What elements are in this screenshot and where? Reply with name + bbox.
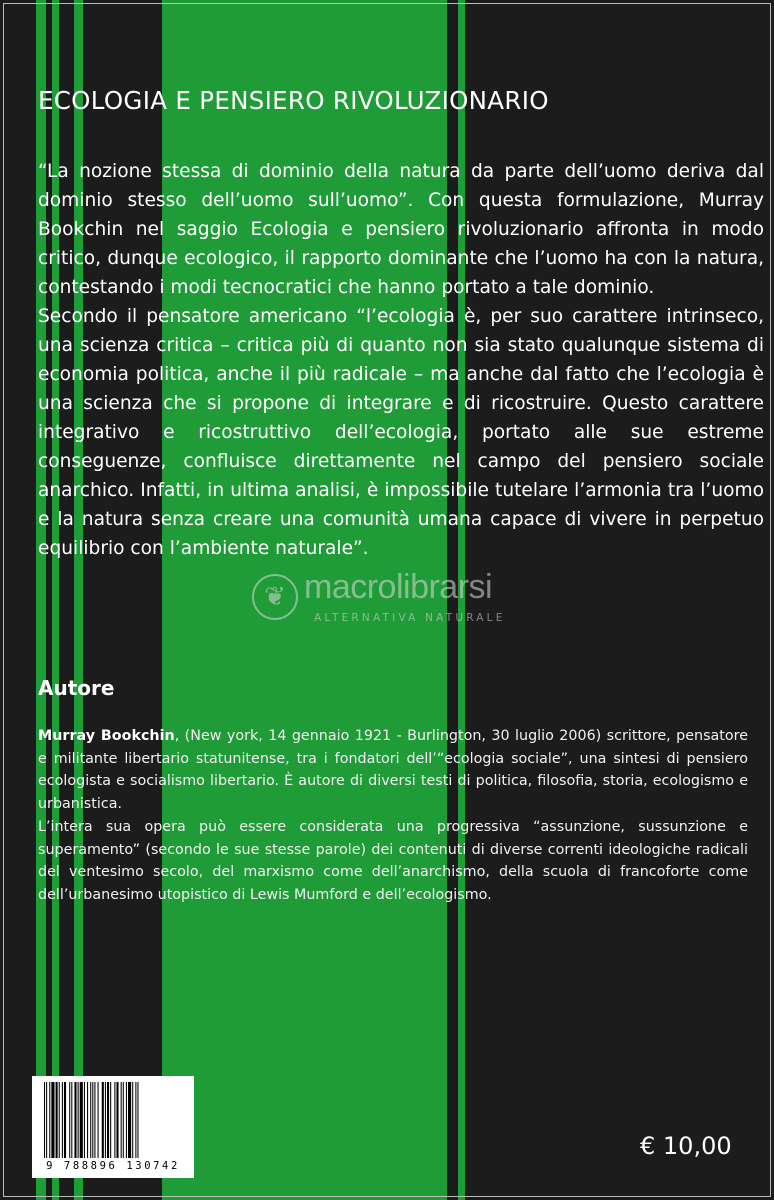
barcode-bar (69, 1082, 70, 1158)
barcode-bar (102, 1082, 104, 1158)
barcode-bar (121, 1082, 122, 1158)
barcode-bar (51, 1082, 54, 1158)
barcode-bar (135, 1082, 136, 1158)
barcode-bar (80, 1082, 83, 1158)
blurb-paragraph: “La nozione stessa di dominio della natura da parte dell’uomo deriva dal dominio stesso dell’uomo sull’uomo”. Con questa formulazione, Murray Bookchin nel saggio Ecologia e pensiero rivoluzionario affronta in modo critico, dunque ecologico, il rapporto dominante che l’uomo ha con la natura, contestando i modi tecnocratici che hanno portato a tale dominio. (38, 161, 764, 298)
blurb-paragraph: Secondo il pensatore americano “l’ecologia è, per suo carattere intrinseco, una scienza critica – critica più di quanto non sia stato qualunque sistema di economia politica, anche il più radicale – ma anche dal fatto che l’ecologia è una scienza che si propone di integrare e di ricostruire. Questo carattere integrativo e ricostruttivo dell’ecologia, portato alle sue estreme conseguenze, confluisce direttamente nel campo del pensiero sociale anarchico. Infatti, in ultima analisi, è impossibile tutelare l’armonia tra l’uomo e la natura senza creare una comunità umana capace di vivere in perpetuo equilibrio con l’ambiente naturale”. (38, 306, 764, 559)
bio-paragraph (38, 725, 748, 816)
barcode-bar (44, 1082, 45, 1158)
blurb (38, 157, 764, 563)
barcode (32, 1076, 194, 1178)
barcode-bar (87, 1082, 88, 1158)
barcode-number: 9 788896 130742 (46, 1160, 180, 1172)
barcode-bar (116, 1082, 118, 1158)
barcode-bar (126, 1082, 127, 1158)
watermark-brand: macrolibrarsi (304, 568, 493, 606)
barcode-bar (137, 1082, 138, 1158)
barcode-bar (98, 1082, 99, 1158)
barcode-bar (123, 1082, 124, 1158)
author-heading: Autore (38, 676, 115, 700)
bio-paragraph: L’intera sua opera può essere considerata una progressiva “assunzione, sussunzione e superamento” (secondo le sue stesse parole) dei contenuti di diverse correnti ideologiche radicali del ventesimo secolo, del marxismo come dell’anarchismo, della scuola di francoforte come dell’urbanesimo utopistico di Lewis Mumford e dell’ecologismo. (38, 818, 748, 903)
bio-text: , (New york, 14 gennaio 1921 - Burlington, 30 luglio 2006) scrittore, pensatore e militante libertario statunitense, tra i fondatori dell’“ecologia sociale”, una sintesi di pensiero ecologista e socialismo libertario. È autore di diversi testi di politica, filosofia, storia, ecologismo e urbanistica. (38, 728, 748, 813)
barcode-bar (94, 1082, 95, 1158)
barcode-bar (56, 1082, 58, 1158)
barcode-bar (110, 1082, 111, 1158)
author-name: Murray Bookchin (38, 728, 175, 744)
author-bio (38, 725, 748, 907)
barcode-bar (128, 1082, 131, 1158)
barcode-bar (74, 1082, 76, 1158)
barcode-bar (64, 1082, 66, 1158)
book-title: ECOLOGIA E PENSIERO RIVOLUZIONARIO (38, 86, 549, 115)
barcode-bar (71, 1082, 72, 1158)
barcode-bars (42, 1082, 184, 1158)
barcode-bar (78, 1082, 79, 1158)
barcode-bar (107, 1082, 109, 1158)
price: € 10,00 (640, 1132, 732, 1160)
leaf-circle-icon: ❦ (252, 574, 298, 620)
barcode-bar (84, 1082, 85, 1158)
barcode-bar (132, 1082, 133, 1158)
barcode-bar (92, 1082, 93, 1158)
barcode-bar (62, 1082, 63, 1158)
barcode-bar (114, 1082, 115, 1158)
barcode-bar (59, 1082, 60, 1158)
barcode-bar (105, 1082, 106, 1158)
barcode-bar (49, 1082, 50, 1158)
watermark-tagline: ALTERNATIVA NATURALE (314, 612, 506, 624)
barcode-bar (46, 1082, 47, 1158)
barcode-bar (90, 1082, 91, 1158)
